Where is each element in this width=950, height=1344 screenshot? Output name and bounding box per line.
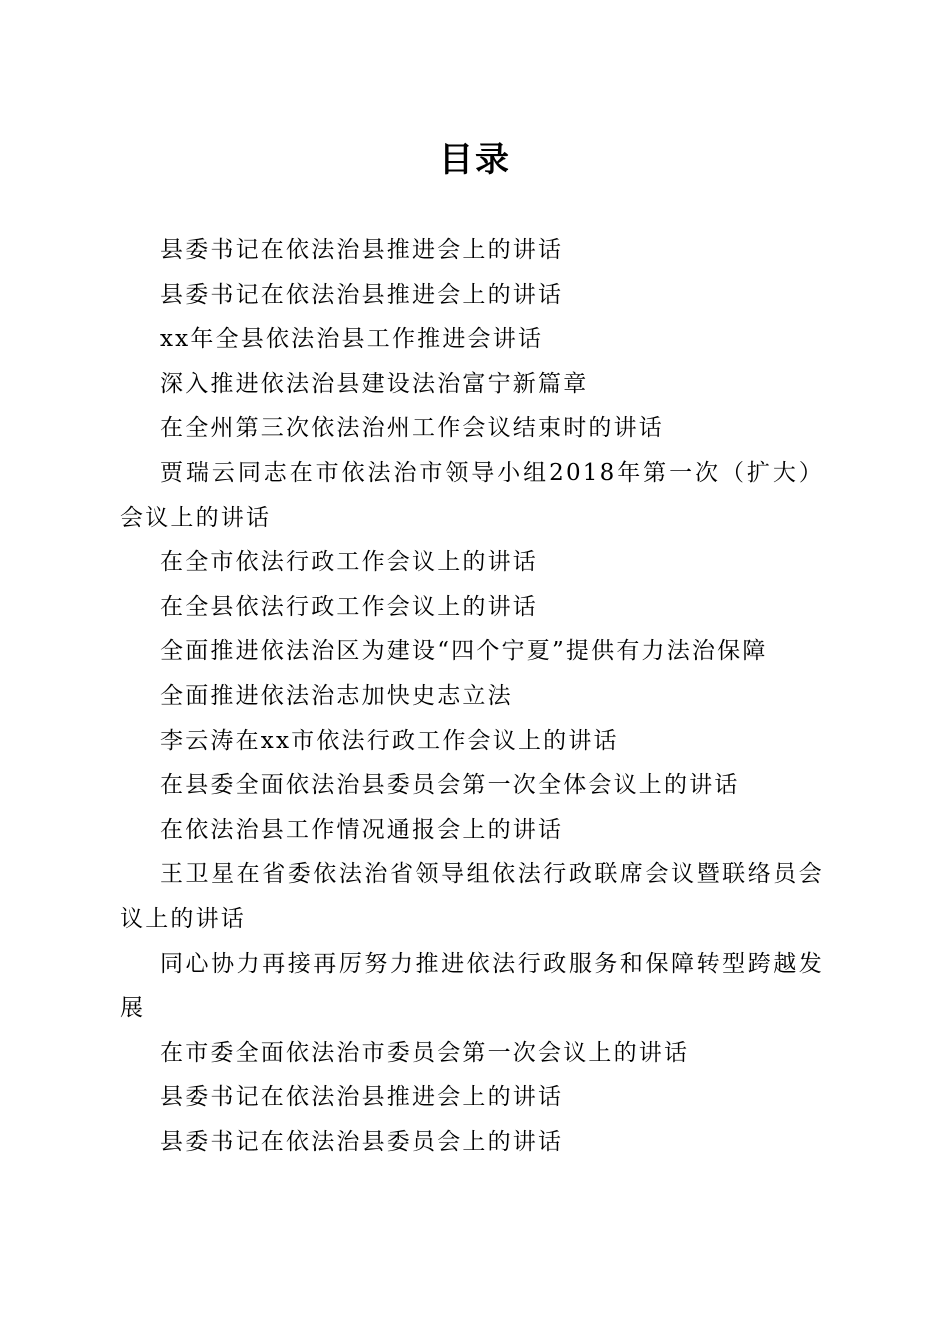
table-of-contents bbox=[120, 228, 824, 1164]
toc-entry: 李云涛在xx市依法行政工作会议上的讲话 bbox=[160, 727, 619, 754]
toc-entry: 在全市依法行政工作会议上的讲话 bbox=[160, 549, 538, 576]
toc-entry: 在依法治县工作情况通报会上的讲话 bbox=[160, 816, 564, 843]
page-title: 目录 bbox=[439, 140, 511, 180]
toc-entry: 在市委全面依法治市委员会第一次会议上的讲话 bbox=[160, 1039, 690, 1066]
toc-entry: 深入推进依法治县建设法治富宁新篇章 bbox=[160, 370, 589, 397]
toc-entry: 王卫星在省委依法治省领导组依法行政联席会议暨联络员会议上的讲话 bbox=[120, 861, 824, 932]
toc-entry: 同心协力再接再厉努力推进依法行政服务和保障转型跨越发展 bbox=[120, 950, 824, 1022]
toc-entry: 在县委全面依法治县委员会第一次全体会议上的讲话 bbox=[160, 772, 740, 799]
toc-entry: 全面推进依法治志加快史志立法 bbox=[160, 682, 513, 709]
toc-entry: 在全州第三次依法治州工作会议结束时的讲话 bbox=[160, 415, 664, 442]
toc-entry: 县委书记在依法治县委员会上的讲话 bbox=[160, 1128, 564, 1155]
toc-entry: 在全县依法行政工作会议上的讲话 bbox=[160, 593, 538, 620]
toc-entry: 县委书记在依法治县推进会上的讲话 bbox=[160, 237, 564, 263]
toc-entry: 县委书记在依法治县推进会上的讲话 bbox=[160, 281, 564, 308]
toc-entry: xx年全县依法治县工作推进会讲话 bbox=[160, 326, 544, 353]
toc-entry: 县委书记在依法治县推进会上的讲话 bbox=[160, 1084, 564, 1111]
toc-entry: 贾瑞云同志在市依法治市领导小组2018年第一次（扩大）会议上的讲话 bbox=[120, 459, 824, 531]
toc-entry: 全面推进依法治区为建设“四个宁夏”提供有力法治保障 bbox=[160, 638, 768, 665]
